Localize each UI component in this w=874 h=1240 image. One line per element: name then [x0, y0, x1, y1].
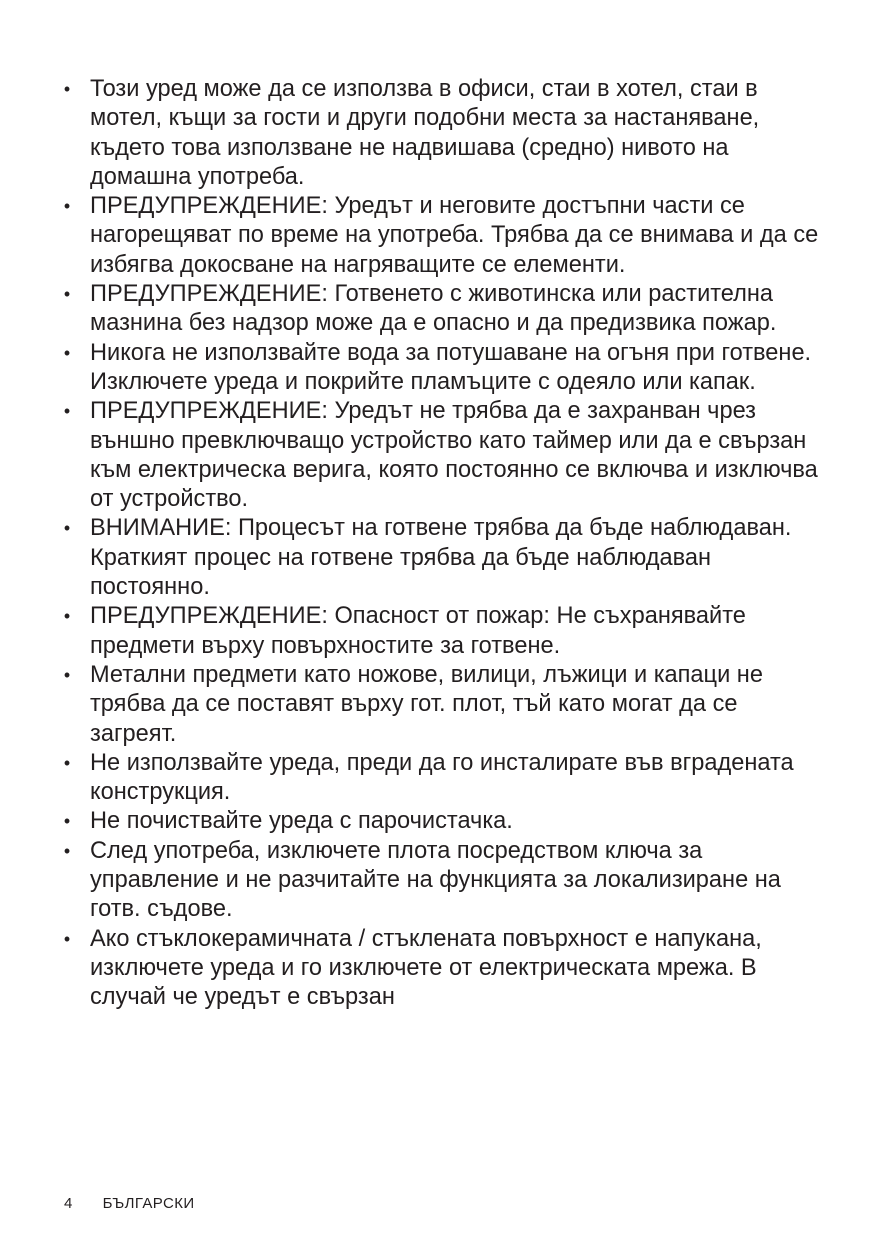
bullet-icon: • [63, 518, 71, 539]
list-item [62, 661, 822, 749]
bullet-icon: • [63, 752, 71, 773]
bullet-icon: • [63, 79, 71, 99]
bullet-icon: • [63, 840, 71, 861]
list-item [62, 192, 822, 280]
bullet-icon: • [63, 606, 71, 627]
list-item [62, 514, 822, 602]
bullet-icon: • [63, 196, 71, 217]
list-item-text: Не използвайте уреда, преди да го инсталирате във вградената конструкция. [90, 749, 794, 806]
list-item [62, 397, 822, 514]
page-footer [64, 1194, 195, 1214]
bullet-icon: • [63, 664, 71, 685]
page-content [62, 75, 822, 1013]
list-item-text: Този уред може да се използва в офиси, стаи в хотел, стаи в мотел, къщи за гости и други подобни места за настаняване, където това използване не надвишава (средно) нивото на домашна употреба. [90, 76, 760, 190]
safety-instructions-list [62, 75, 822, 1013]
list-item-text: ПРЕДУПРЕЖДЕНИЕ: Уредът и неговите достъпни части се нагорещяват по време на употреба. Трябва да се внимава и да се избягва докосване на нагряващите се елементи. [90, 193, 819, 278]
list-item [62, 75, 822, 192]
bullet-icon: • [63, 811, 71, 832]
list-item [62, 602, 822, 661]
bullet-icon: • [63, 342, 71, 363]
list-item [62, 807, 822, 836]
bullet-icon: • [63, 401, 71, 422]
list-item-text: Не почиствайте уреда с парочистачка. [90, 808, 513, 835]
page-number: 4 [64, 1195, 73, 1212]
bullet-icon: • [63, 928, 71, 949]
list-item-text: След употреба, изключете плота посредством ключа за управление и не разчитайте на функцията за локализиране на готв. съдове. [90, 837, 781, 923]
list-item [62, 339, 822, 398]
list-item-text: Никога не използвайте вода за потушаване на огъня при готвене. Изключете уреда и покрийте пламъците с одеяло или капак. [90, 339, 812, 395]
list-item-text: Метални предмети като ножове, вилици, лъжици и капаци не трябва да се поставят върху гот. плот, тъй като могат да се загреят. [90, 661, 763, 747]
list-item-text: ПРЕДУПРЕЖДЕНИЕ: Готвенето с животинска или растителна мазнина без надзор може да е опасно и да предизвика пожар. [90, 281, 777, 337]
list-item [62, 280, 822, 339]
language-label: БЪЛГАРСКИ [102, 1195, 195, 1212]
list-item [62, 837, 822, 925]
list-item [62, 925, 822, 1013]
list-item [62, 749, 822, 808]
list-item-text: ВНИМАНИЕ: Процесът на готвене трябва да бъде наблюдаван. Краткият процес на готвене трябва да бъде наблюдаван постоянно. [90, 515, 792, 601]
bullet-icon: • [63, 284, 71, 305]
list-item-text: ПРЕДУПРЕЖДЕНИЕ: Опасност от пожар: Не съхранявайте предмети върху повърхностите за готвене. [90, 603, 746, 659]
list-item-text: ПРЕДУПРЕЖДЕНИЕ: Уредът не трябва да е захранван чрез външно превключващо устройство като таймер или да е свързан към електрическа верига, която постоянно се включва и изключва от устройство. [90, 398, 818, 513]
list-item-text: Ако стъклокерамичната / стъклената повърхност е напукана, изключете уреда и го изключете от електрическата мрежа. В случай че уредът е свързан [90, 925, 762, 1011]
